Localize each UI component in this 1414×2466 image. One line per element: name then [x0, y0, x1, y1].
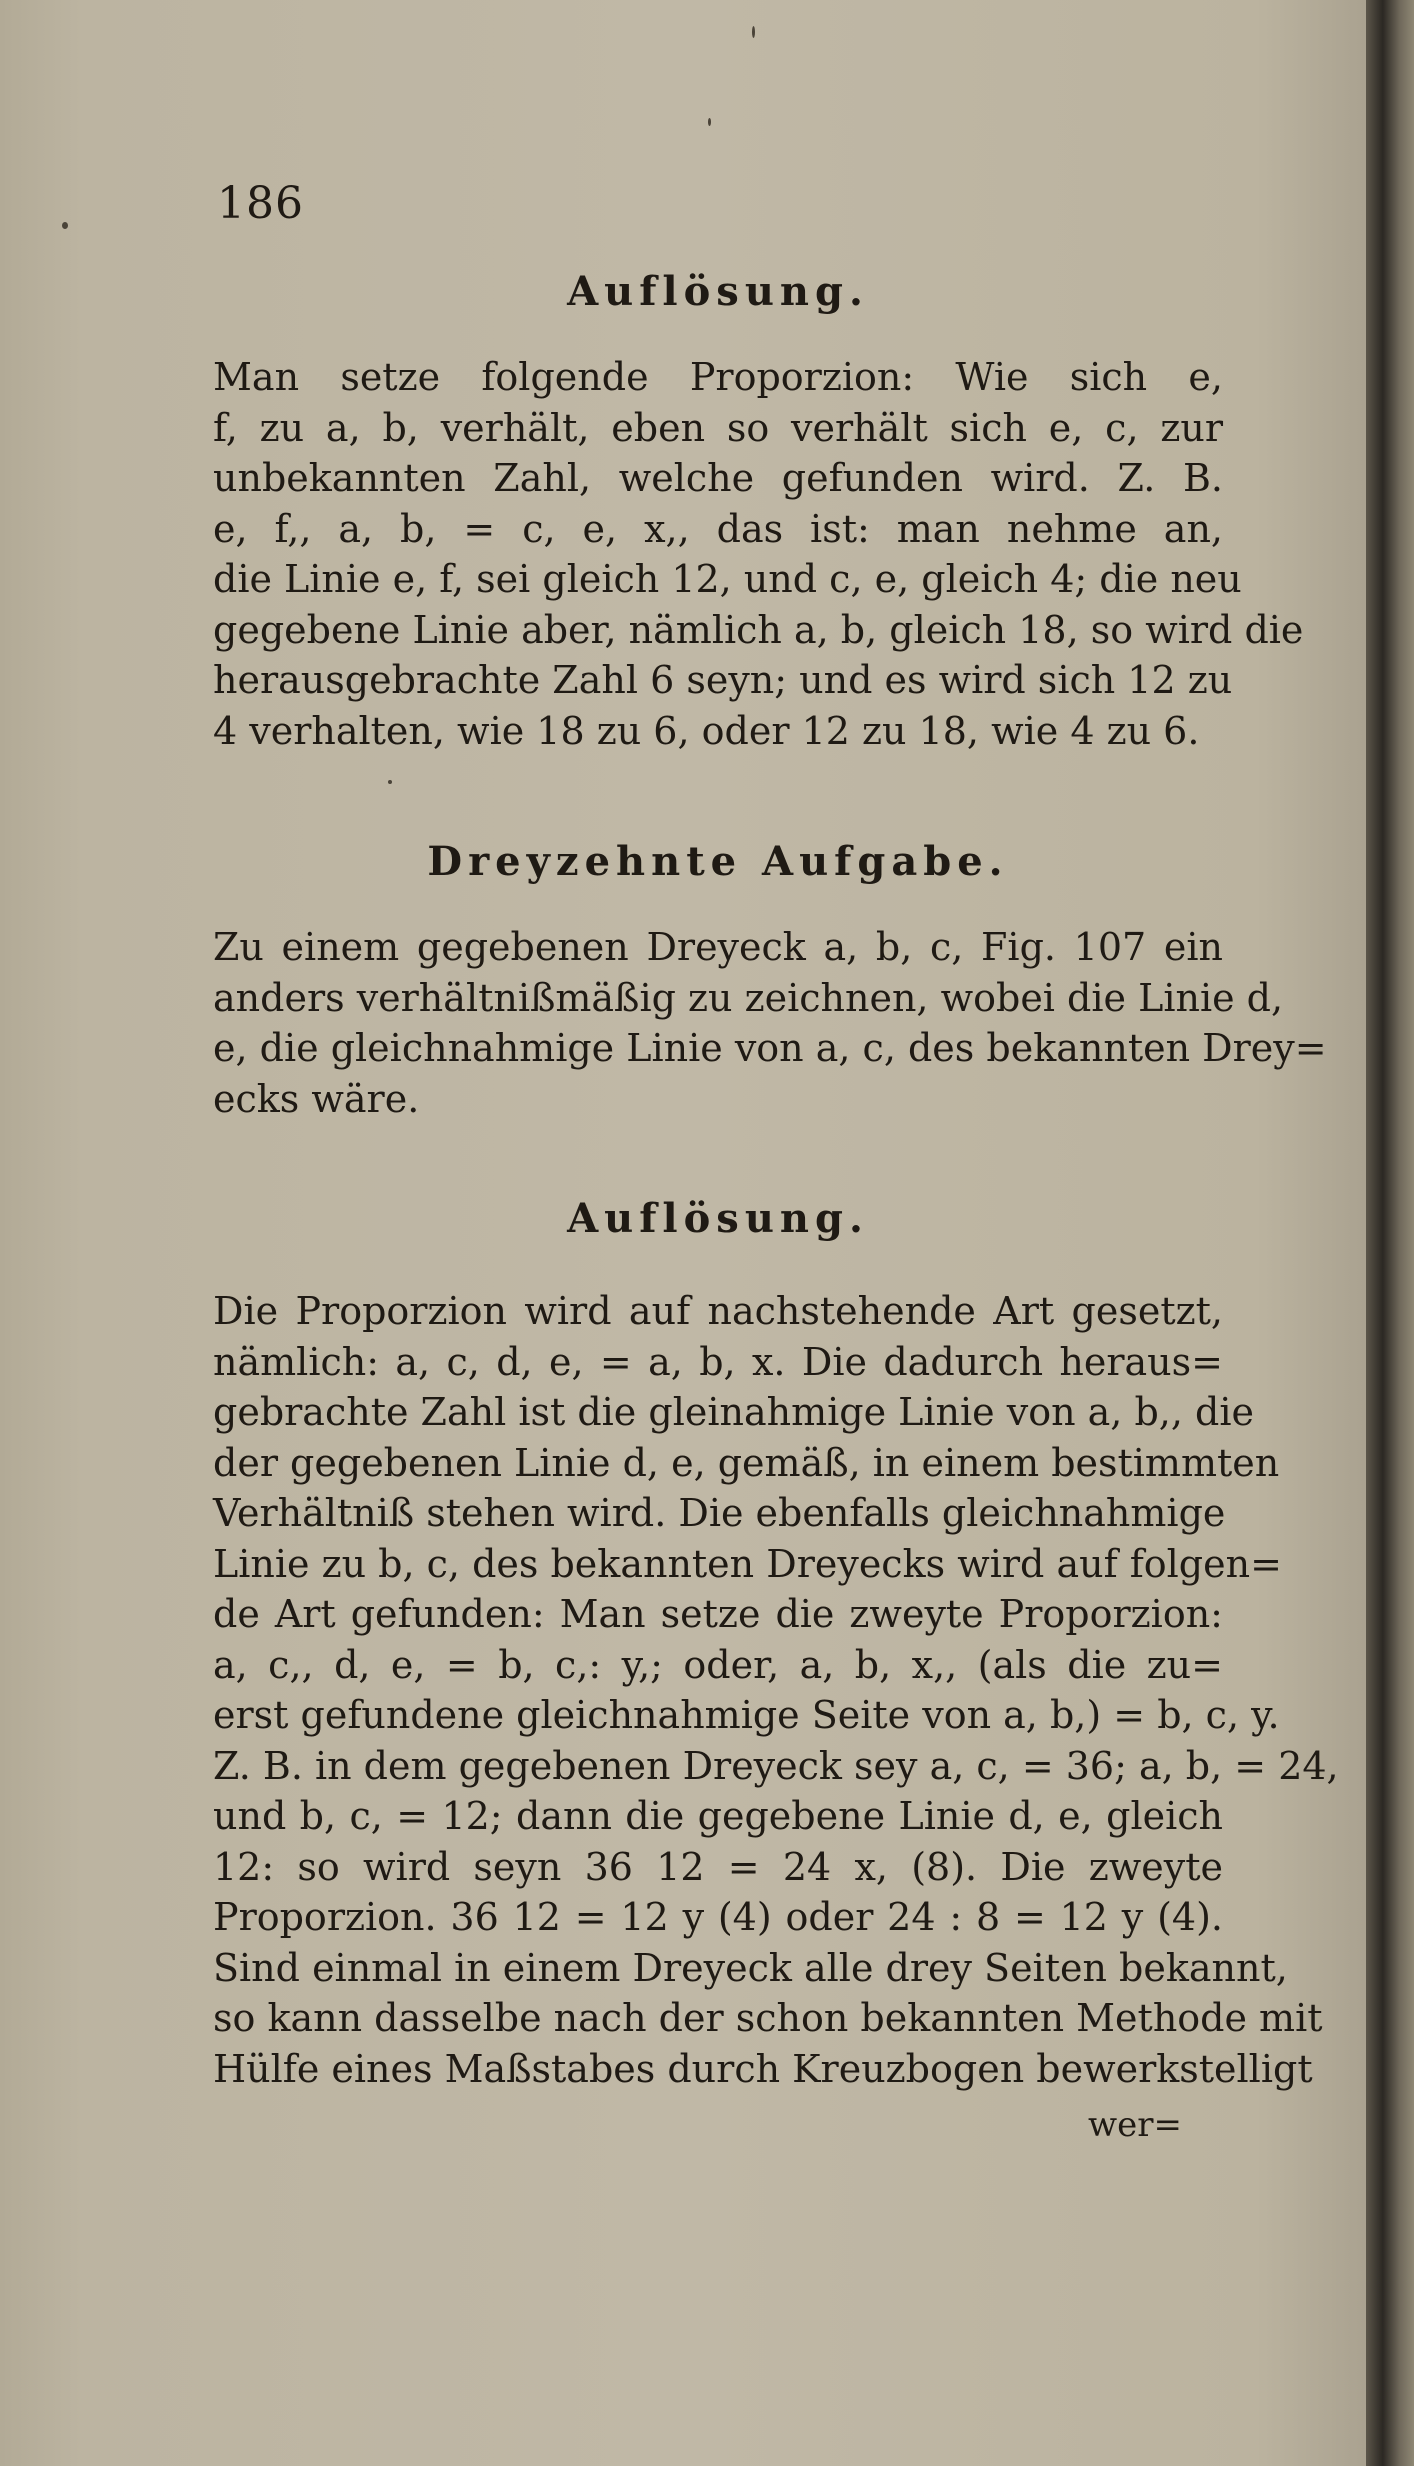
solution-2-line: gebrachte Zahl ist die gleinahmige Linie von a, b,, die [213, 1390, 1254, 1434]
paragraph-problem-13 [213, 922, 1327, 1124]
solution-2-line: nämlich: a, c, d, e, = a, b, x. Die dadurch heraus= [213, 1339, 1223, 1384]
problem-13-line: Zu einem gegebenen Dreyeck a, b, c, Fig. 107 ein [213, 925, 1223, 969]
solution-1-line: herausgebrachte Zahl 6 seyn; und es wird sich 12 zu [213, 658, 1233, 702]
solution-1-line: 4 verhalten, wie 18 zu 6, oder 12 zu 18, wie 4 zu 6. [213, 708, 1200, 753]
solution-2-line: Die Proporzion wird auf nachstehende Art gesetzt, [213, 1289, 1223, 1333]
solution-2-line: und b, c, = 12; dann die gegebene Linie d, e, gleich [213, 1794, 1223, 1838]
solution-1-line: Man setze folgende Proporzion: Wie sich e, [213, 355, 1223, 399]
solution-1-line: die Linie e, f, sei gleich 12, und c, e, gleich 4; die neu [213, 557, 1242, 601]
solution-1-line: f, zu a, b, verhält, eben so verhält sich e, c, zur [213, 405, 1223, 450]
catchword: wer= [1088, 2105, 1182, 2145]
heading-solution-1: Auflösung. [567, 268, 869, 315]
paper-speck [752, 26, 755, 38]
solution-2-line: Sind einmal in einem Dreyeck alle drey Seiten bekannt, [213, 1945, 1288, 1990]
page-number: 186 [217, 178, 304, 229]
solution-1-line: gegebene Linie aber, nämlich a, b, gleich 18, so wird die [213, 607, 1304, 652]
solution-2-line: erst gefundene gleichnahmige Seite von a, b,) = b, c, y. [213, 1693, 1280, 1737]
solution-2-line: Verhältniß stehen wird. Die ebenfalls gleichnahmige [213, 1491, 1226, 1535]
problem-13-line: ecks wäre. [213, 1076, 420, 1121]
paper-speck [388, 780, 392, 784]
heading-problem-13: Dreyzehnte Aufgabe. [427, 838, 1009, 885]
solution-1-line: e, f,, a, b, = c, e, x,, das ist: man nehme an, [213, 506, 1223, 551]
book-gutter [1366, 0, 1414, 2466]
solution-2-line: 12: so wird seyn 36 12 = 24 x, (8). Die zweyte [213, 1844, 1223, 1889]
solution-2-line: de Art gefunden: Man setze die zweyte Proporzion: [213, 1592, 1223, 1636]
paper-speck [708, 118, 711, 126]
problem-13-line: e, die gleichnahmige Linie von a, c, des bekannten Drey= [213, 1026, 1327, 1070]
solution-2-line: a, c,, d, e, = b, c,: y,; oder, a, b, x,, (als die zu= [213, 1642, 1223, 1687]
solution-2-line: so kann dasselbe nach der schon bekannten Methode mit [213, 1996, 1323, 2040]
solution-2-line: Hülfe eines Maßstabes durch Kreuzbogen bewerkstelligt [213, 2046, 1313, 2091]
solution-2-line: Z. B. in dem gegebenen Dreyeck sey a, c, = 36; a, b, = 24, [213, 1743, 1339, 1788]
solution-2-line: der gegebenen Linie d, e, gemäß, in einem bestimmten [213, 1440, 1280, 1485]
solution-2-line: Linie zu b, c, des bekannten Dreyecks wird auf folgen= [213, 1541, 1282, 1586]
paragraph-solution-2 [213, 1286, 1339, 2094]
paper-speck [62, 222, 68, 229]
problem-13-line: anders verhältnißmäßig zu zeichnen, wobei die Linie d, [213, 975, 1284, 1020]
heading-solution-2: Auflösung. [567, 1195, 869, 1242]
solution-1-line: unbekannten Zahl, welche gefunden wird. Z. B. [213, 456, 1223, 500]
paragraph-solution-1 [213, 352, 1304, 756]
solution-2-line: Proporzion. 36 12 = 12 y (4) oder 24 : 8 = 12 y (4). [213, 1895, 1223, 1939]
